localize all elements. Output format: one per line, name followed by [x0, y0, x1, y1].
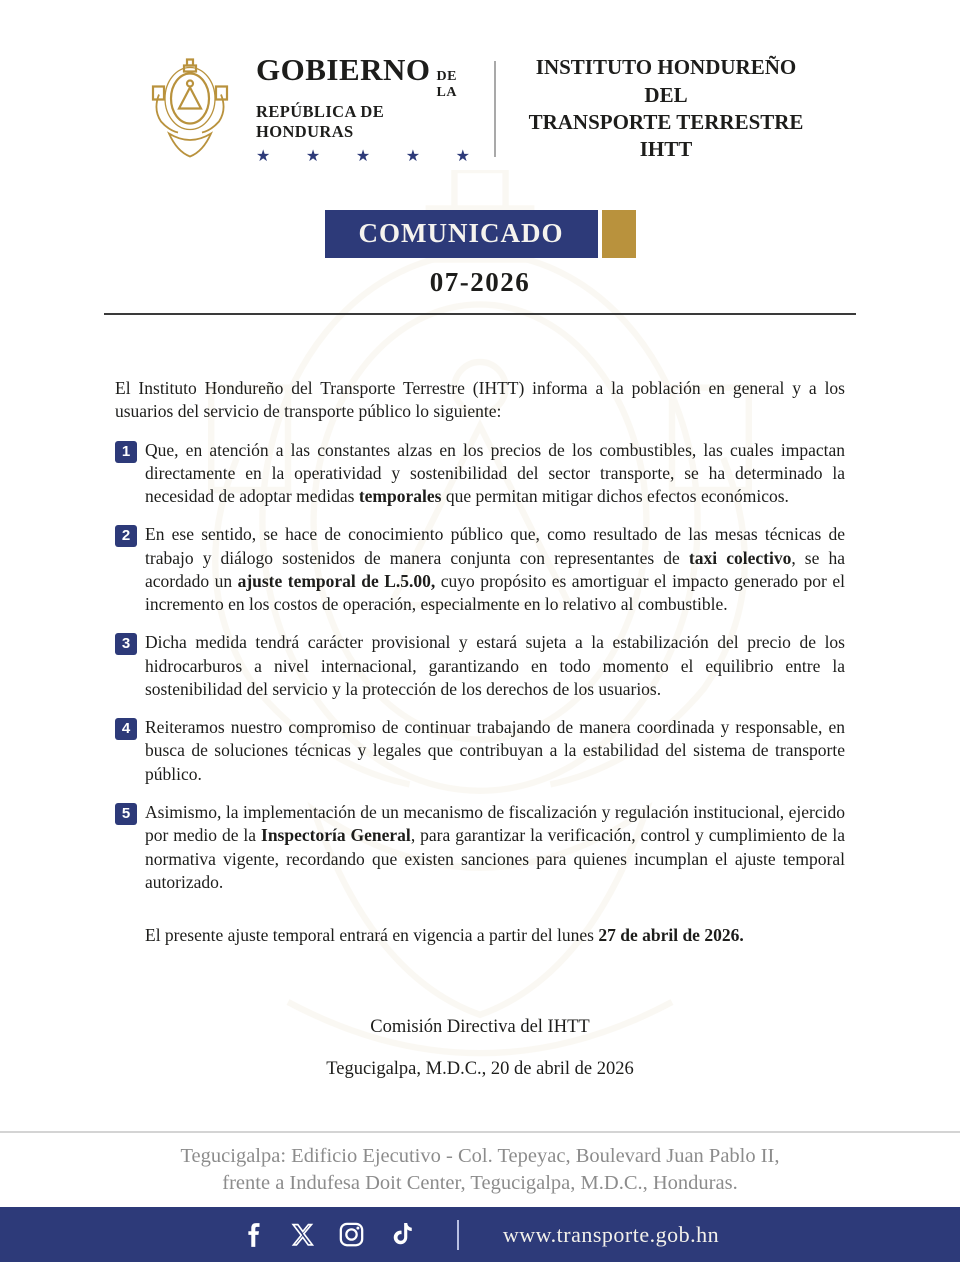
item-number-badge: 5	[115, 803, 137, 825]
signature-place-date: Tegucigalpa, M.D.C., 20 de abril de 2026	[326, 1058, 634, 1079]
banner-title: COMUNICADO	[325, 210, 598, 258]
x-icon[interactable]	[290, 1222, 315, 1247]
item-number-badge: 1	[115, 441, 137, 463]
office-address	[0, 1131, 960, 1197]
document-body	[115, 377, 845, 1082]
gov-name: GOBIERNO	[256, 52, 431, 87]
website-url[interactable]: www.transporte.gob.hn	[502, 1221, 720, 1247]
signature-commission: Comisión Directiva del IHTT	[370, 1017, 590, 1038]
item-text: Asimismo, la implementación de un mecanismo de fiscalización y regulación institucional, ejercido por medio de la Inspectoría General, para garantizar la verificación, control y cumplimiento de la normativa vigente, recordando que existen sanciones para quienes incumplan el ajuste temporal autorizado.	[145, 801, 846, 892]
item-text: En ese sentido, se hace de conocimiento público que, como resultado de las mesas técnicas de trabajo y diálogo sostenidos de manera conjunta con representantes de taxi colectivo, se ha acordado un ajuste temporal de L.5.00, cuyo propósito es amortiguar el impacto generado por el incremento en los costos de operación, especialmente en lo relativo al combustible.	[145, 524, 846, 615]
document-header	[0, 52, 960, 166]
list-item	[115, 801, 845, 894]
tiktok-icon[interactable]	[388, 1222, 413, 1247]
footer-bar	[0, 1207, 960, 1262]
institute-line-1: INSTITUTO HONDUREÑO DEL	[535, 55, 797, 107]
star-icon: ★	[305, 148, 321, 165]
comunicado-banner	[325, 210, 636, 258]
institute-line-2: TRANSPORTE TERRESTRE	[528, 110, 804, 134]
star-icon: ★	[405, 148, 421, 165]
list-item	[115, 716, 845, 786]
list-item	[115, 523, 845, 616]
document-footer	[0, 1131, 960, 1262]
effective-date-paragraph: El presente ajuste temporal entrará en vigencia a partir del lunes 27 de abril de 2026.	[145, 925, 744, 946]
item-number-badge: 4	[115, 718, 137, 740]
address-line-1: Tegucigalpa: Edificio Ejecutivo - Col. Tepeyac, Boulevard Juan Pablo II,	[180, 1144, 780, 1167]
footer-bar-divider	[457, 1220, 459, 1250]
institute-line-3: IHTT	[639, 137, 693, 162]
item-number-badge: 2	[115, 525, 137, 547]
star-icon: ★	[256, 148, 271, 165]
star-icon: ★	[455, 148, 470, 165]
address-line-2: frente a Indufesa Doit Center, Tegucigalpa, M.D.C., Honduras.	[222, 1171, 738, 1194]
item-number-badge: 3	[115, 633, 137, 655]
government-wordmark	[256, 52, 478, 166]
five-stars	[256, 146, 470, 166]
facebook-icon[interactable]	[241, 1222, 267, 1248]
header-divider	[494, 61, 496, 157]
intro-paragraph: El Instituto Hondureño del Transporte Terrestre (IHTT) informa a la población en general y a los usuarios del servicio de transporte público lo siguiente:	[115, 378, 845, 422]
horizontal-rule	[104, 313, 856, 315]
gov-republic: REPÚBLICA DE HONDURAS	[256, 102, 385, 141]
institute-name	[512, 54, 820, 163]
instagram-icon[interactable]	[338, 1221, 365, 1248]
list-item	[115, 439, 845, 509]
banner-gold-accent	[602, 210, 636, 258]
item-text: Reiteramos nuestro compromiso de continuar trabajando de manera coordinada y responsable, en busca de soluciones técnicas y legales que contribuyan a la estabilidad del sistema de transporte público.	[145, 717, 845, 784]
signature-block	[115, 1015, 845, 1081]
honduras-coat-of-arms-icon	[140, 56, 240, 162]
social-links	[241, 1221, 413, 1248]
numbered-list	[115, 439, 845, 895]
item-text: Dicha medida tendrá carácter provisional y estará sujeta a la estabilización del precio de los hidrocarburos a nivel internacional, garantizando en todo momento el equilibrio entre la sostenibilidad del servicio y la protección de los derechos de los usuarios.	[145, 632, 845, 699]
item-text: Que, en atención a las constantes alzas en los precios de los combustibles, las cuales impactan directamente en la operatividad y sostenibilidad del sector transporte, se ha determinado la necesidad de adoptar medidas temporales que permitan mitigar dichos efectos económicos.	[145, 439, 845, 507]
list-item	[115, 631, 845, 701]
comunicado-number: 07-2026	[429, 267, 531, 297]
gov-of: DE LA	[436, 69, 457, 100]
star-icon: ★	[355, 148, 371, 165]
